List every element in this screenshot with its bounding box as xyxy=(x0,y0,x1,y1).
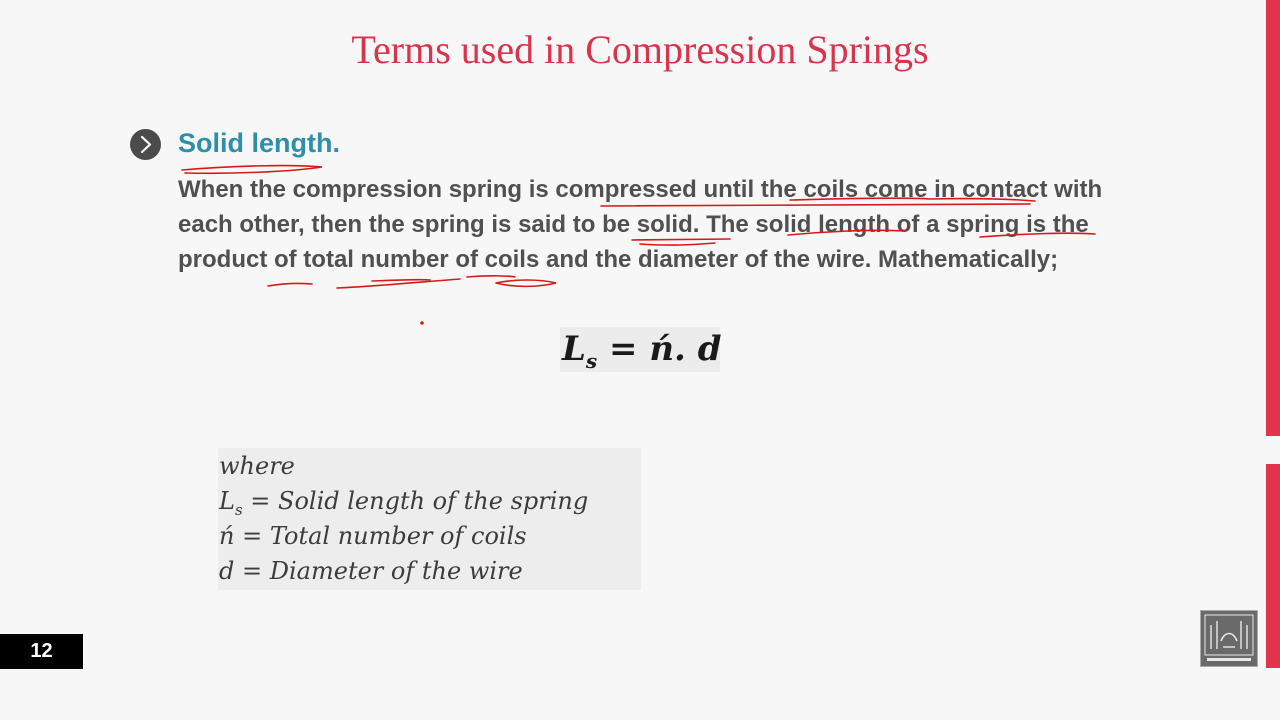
ink-dot xyxy=(421,322,423,324)
definition-symbol: L xyxy=(219,487,235,515)
formula-lhs-subscript: s xyxy=(585,349,598,373)
definition-subscript: s xyxy=(234,501,243,519)
definition-item xyxy=(219,484,588,519)
formula-lhs: L xyxy=(562,329,586,369)
paragraph-line: each other, then the spring is said to be solid. The solid length of a spring is the xyxy=(178,211,1089,238)
ink-underline xyxy=(268,283,312,286)
page-number: 12 xyxy=(0,634,83,669)
where-intro: where xyxy=(219,452,295,480)
paragraph-line: When the compression spring is compressed until the coils come in contact with xyxy=(178,176,1103,203)
chevron-right-icon xyxy=(130,129,161,160)
slide-title: Terms used in Compression Springs xyxy=(351,27,929,72)
accent-bar-bottom xyxy=(1266,464,1280,668)
definition-paragraph xyxy=(178,172,1168,277)
solid-length-formula xyxy=(562,328,722,382)
paragraph-line: product of total number of coils and the diameter of the wire. Mathematically; xyxy=(178,246,1059,273)
definition-symbol: ń xyxy=(219,522,235,550)
definition-text: = Diameter of the wire xyxy=(242,557,523,585)
ink-underline xyxy=(496,280,556,286)
definition-item xyxy=(219,519,588,554)
accent-bar-top xyxy=(1266,0,1280,436)
section-heading: Solid length. xyxy=(178,128,340,158)
ink-underline xyxy=(372,280,430,281)
where-definitions xyxy=(219,449,588,589)
definition-text: = Total number of coils xyxy=(242,522,527,550)
ink-underline xyxy=(337,279,460,288)
definition-text: = Solid length of the spring xyxy=(250,487,589,515)
definition-item xyxy=(219,554,588,589)
definition-symbol: d xyxy=(219,557,235,585)
university-logo xyxy=(1200,610,1258,667)
formula-rhs: = ń. d xyxy=(609,329,722,369)
